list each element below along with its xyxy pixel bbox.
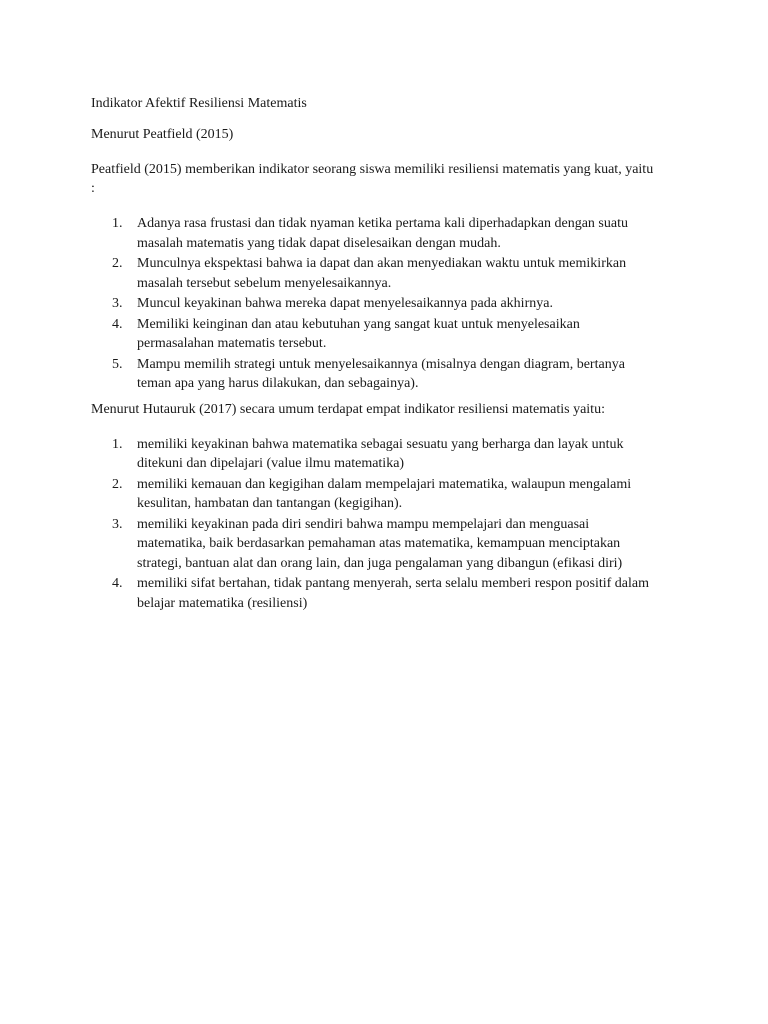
list-item-text: Munculnya ekspektasi bahwa ia dapat dan akan menyediakan waktu untuk memikirkan masalah tersebut sebelum menyelesaikannya. [137, 256, 627, 291]
document-title: Indikator Afektif Resiliensi Matematis [91, 96, 307, 111]
list-item-text: memiliki kemauan dan kegigihan dalam mempelajari matematika, walaupun mengalami kesulitan, hambatan dan tantangan (kegigihan). [137, 476, 632, 511]
list-item [91, 574, 660, 613]
list-item-number: 2. [112, 256, 123, 271]
list-item [91, 355, 660, 394]
list-item-text: memiliki keyakinan bahwa matematika sebagai sesuatu yang berharga dan layak untuk ditekuni dan dipelajari (value ilmu matematika) [137, 436, 624, 471]
peatfield-indicator-list [91, 214, 660, 394]
list-item-number: 1. [112, 216, 123, 231]
list-item-text: Muncul keyakinan bahwa mereka dapat menyelesaikannya pada akhirnya. [137, 296, 553, 311]
list-item-number: 4. [112, 316, 123, 332]
list-item [91, 515, 660, 574]
list-item-number: 3. [112, 516, 123, 532]
intro-paragraph-peatfield: Peatfield (2015) memberikan indikator seorang siswa memiliki resiliensi matematis yang kuat, yaitu : [91, 161, 654, 196]
list-item [91, 294, 660, 314]
intro-paragraph-hutauruk: Menurut Hutauruk (2017) secara umum terdapat empat indikator resiliensi matematis yaitu: [91, 401, 605, 417]
list-item [91, 475, 660, 514]
list-item-text: Memiliki keinginan dan atau kebutuhan yang sangat kuat untuk menyelesaikan permasalahan matematis tersebut. [137, 316, 580, 351]
section-heading: Menurut Peatfield (2015) [91, 126, 234, 142]
list-item-number: 5. [112, 356, 123, 372]
list-item-number: 4. [112, 576, 123, 591]
list-item-number: 2. [112, 476, 123, 492]
list-item [91, 254, 660, 293]
list-item-text: Mampu memilih strategi untuk menyelesaikannya (misalnya dengan diagram, bertanya teman apa yang harus dilakukan, dan sebagainya). [137, 356, 625, 391]
list-item-number: 3. [112, 296, 123, 311]
list-item [91, 214, 660, 253]
hutauruk-indicator-list [91, 435, 660, 614]
list-item [91, 315, 660, 354]
list-item-text: Adanya rasa frustasi dan tidak nyaman ketika pertama kali diperhadapkan dengan suatu masalah matematis yang tidak dapat diselesaikan dengan mudah. [137, 216, 628, 251]
list-item-text: memiliki sifat bertahan, tidak pantang menyerah, serta selalu memberi respon positif dalam belajar matematika (resiliensi) [137, 576, 650, 611]
list-item-number: 1. [112, 436, 123, 452]
list-item-text: memiliki keyakinan pada diri sendiri bahwa mampu mempelajari dan menguasai matematika, baik berdasarkan pemahaman atas matematika, kemampuan menciptakan strategi, bantuan alat dan orang lain, dan juga pengalaman yang dibangun (efikasi diri) [137, 516, 623, 571]
list-item [91, 435, 660, 474]
